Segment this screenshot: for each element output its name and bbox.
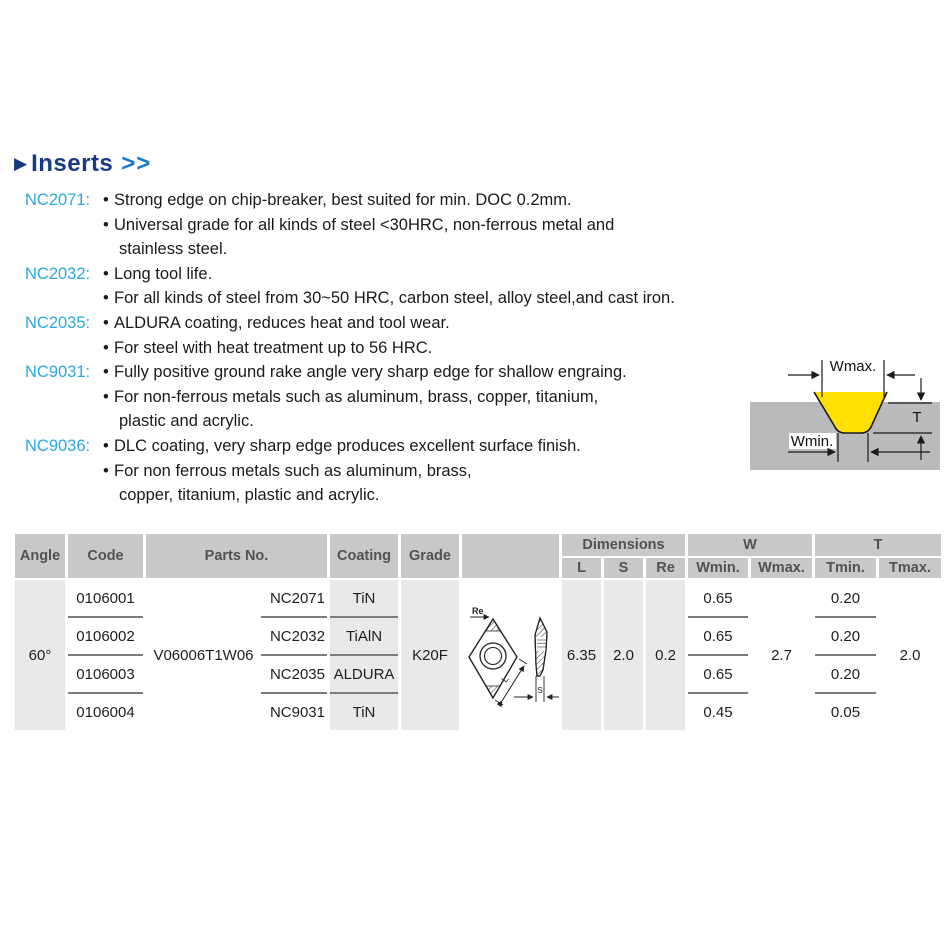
page-title xyxy=(14,150,151,178)
column-header-grade: Grade xyxy=(401,534,459,578)
bullet-icon: • xyxy=(103,289,109,308)
page-title-text: Inserts xyxy=(31,150,114,177)
grade-text-continuation: plastic and acrylic. xyxy=(119,412,254,431)
grade-text: For non ferrous metals such as aluminum, brass, xyxy=(114,461,472,480)
chevrons-icon: >> xyxy=(121,150,152,177)
grade-bullet-line xyxy=(103,434,740,459)
group-header-w: W xyxy=(688,534,812,556)
code-value: 0106002 xyxy=(68,616,143,654)
grade-bullet-line xyxy=(103,459,740,484)
grade-text: Long tool life. xyxy=(114,264,213,283)
grade-code-label: NC9031: xyxy=(25,363,91,382)
bullet-icon: • xyxy=(103,461,109,480)
grade-text: DLC coating, very sharp edge produces excellent surface finish. xyxy=(114,436,581,455)
code-value: 0106001 xyxy=(76,589,135,607)
bullet-icon: • xyxy=(103,387,109,406)
bullet-icon: • xyxy=(103,338,109,357)
t-label: T xyxy=(912,409,922,426)
grade-text: For non-ferrous metals such as aluminum, brass, copper, titanium, xyxy=(114,387,599,406)
coating-value: TiAlN xyxy=(330,616,398,654)
column-header-re: Re xyxy=(646,558,685,578)
column-header-parts-no: Parts No. xyxy=(146,534,327,578)
grade-value-cell: K20F xyxy=(401,580,459,730)
parts-no-cell xyxy=(146,580,327,730)
code-value: 0106004 xyxy=(68,692,143,730)
grade-text-continuation: copper, titanium, plastic and acrylic. xyxy=(119,486,380,505)
grade-bullet-line xyxy=(103,360,740,385)
l-value-cell: 6.35 xyxy=(562,580,601,730)
grade-bullet-line xyxy=(103,311,740,336)
tmin-value: 0.05 xyxy=(815,692,876,730)
tmin-column-cells xyxy=(815,580,876,730)
wmin-value: 0.65 xyxy=(688,654,748,692)
column-header-s: S xyxy=(604,558,643,578)
bullet-icon: • xyxy=(103,215,109,234)
grade-text: Universal grade for all kinds of steel <30HRC, non-ferrous metal and xyxy=(114,215,615,234)
grade-bullet-line xyxy=(103,385,740,410)
column-header-angle: Angle xyxy=(15,534,65,578)
tmin-value: 0.20 xyxy=(815,616,876,654)
bullet-icon: • xyxy=(103,363,109,382)
parts-base-number: V06006T1W06 xyxy=(153,646,254,664)
bullet-icon: • xyxy=(103,191,109,209)
bullet-icon: • xyxy=(103,264,109,283)
bullet-icon: • xyxy=(103,436,109,455)
grade-text: Fully positive ground rake angle very sharp edge for shallow engraing. xyxy=(114,363,627,382)
wmin-column-cells xyxy=(688,580,748,730)
coating-column-cells xyxy=(330,580,398,730)
grade-block-nc2035 xyxy=(25,311,740,360)
s-dimension-label: S xyxy=(537,686,543,695)
center-hole-outer xyxy=(480,643,506,669)
coating-value: ALDURA xyxy=(330,654,398,692)
grade-text-continuation: stainless steel. xyxy=(119,240,228,259)
angle-value-cell: 60° xyxy=(15,580,65,730)
column-header-diagram-blank xyxy=(462,534,559,578)
grade-bullet-line xyxy=(103,286,740,311)
re-value-cell: 0.2 xyxy=(646,580,685,730)
insert-technical-drawing xyxy=(462,580,559,730)
grade-block-nc2032 xyxy=(25,262,740,311)
triangle-bullet-icon: ▶ xyxy=(14,154,28,173)
wmin-label: Wmin. xyxy=(790,433,834,450)
column-header-tmin: Tmin. xyxy=(815,558,876,578)
grade-block-nc2071 xyxy=(25,188,740,262)
column-header-tmax: Tmax. xyxy=(879,558,941,578)
grade-text: Strong edge on chip-breaker, best suited for min. DOC 0.2mm. xyxy=(114,191,572,209)
tmax-value-cell: 2.0 xyxy=(899,646,921,664)
wmax-label: Wmax. xyxy=(829,358,877,375)
wmin-value: 0.65 xyxy=(703,589,733,607)
coating-value: TiN xyxy=(352,589,376,607)
grade-code-label: NC2035: xyxy=(25,313,91,332)
wmax-value-cell: 2.7 xyxy=(771,646,792,664)
s-value-cell: 2.0 xyxy=(604,580,643,730)
parts-grade-suffix: NC2035 xyxy=(261,654,327,692)
grade-block-nc9031 xyxy=(25,360,740,434)
wmin-value: 0.65 xyxy=(688,616,748,654)
parts-grade-suffix: NC2071 xyxy=(269,589,325,607)
grade-bullet-line xyxy=(103,188,740,213)
grade-code-label: NC2071: xyxy=(25,191,91,209)
grade-text: For all kinds of steel from 30~50 HRC, carbon steel, alloy steel,and cast iron. xyxy=(114,289,675,308)
code-column-cells xyxy=(68,580,143,730)
grade-text: For steel with heat treatment up to 56 HRC. xyxy=(114,338,433,357)
l-dimension-label: L xyxy=(499,674,511,685)
grade-bullet-line xyxy=(103,262,740,287)
grade-bullet-line xyxy=(103,213,740,238)
tmin-value: 0.20 xyxy=(830,589,861,607)
column-header-coating: Coating xyxy=(330,534,398,578)
column-header-wmax: Wmax. xyxy=(751,558,812,578)
grade-code-label: NC2032: xyxy=(25,264,91,283)
re-arrow-label: Re xyxy=(472,606,484,616)
groove-cross-section-diagram xyxy=(743,352,948,482)
tmin-value: 0.20 xyxy=(815,654,876,692)
parts-grade-suffix-cells xyxy=(261,580,327,730)
grade-text: ALDURA coating, reduces heat and tool wear. xyxy=(114,313,450,332)
column-header-l: L xyxy=(562,558,601,578)
group-header-dimensions: Dimensions xyxy=(562,534,685,556)
wmin-value: 0.45 xyxy=(688,692,748,730)
insert-drawing-cell xyxy=(462,580,559,730)
coating-value: TiN xyxy=(330,692,398,730)
column-header-code: Code xyxy=(68,534,143,578)
grade-code-label: NC9036: xyxy=(25,436,91,455)
group-header-t: T xyxy=(815,534,941,556)
grade-block-nc9036 xyxy=(25,434,740,508)
code-value: 0106003 xyxy=(68,654,143,692)
grade-description-list xyxy=(25,188,740,508)
bullet-icon: • xyxy=(103,313,109,332)
inserts-spec-table xyxy=(15,534,941,730)
parts-grade-suffix: NC9031 xyxy=(261,692,327,730)
column-header-wmin: Wmin. xyxy=(688,558,748,578)
grade-bullet-line xyxy=(103,336,740,361)
parts-grade-suffix: NC2032 xyxy=(261,616,327,654)
